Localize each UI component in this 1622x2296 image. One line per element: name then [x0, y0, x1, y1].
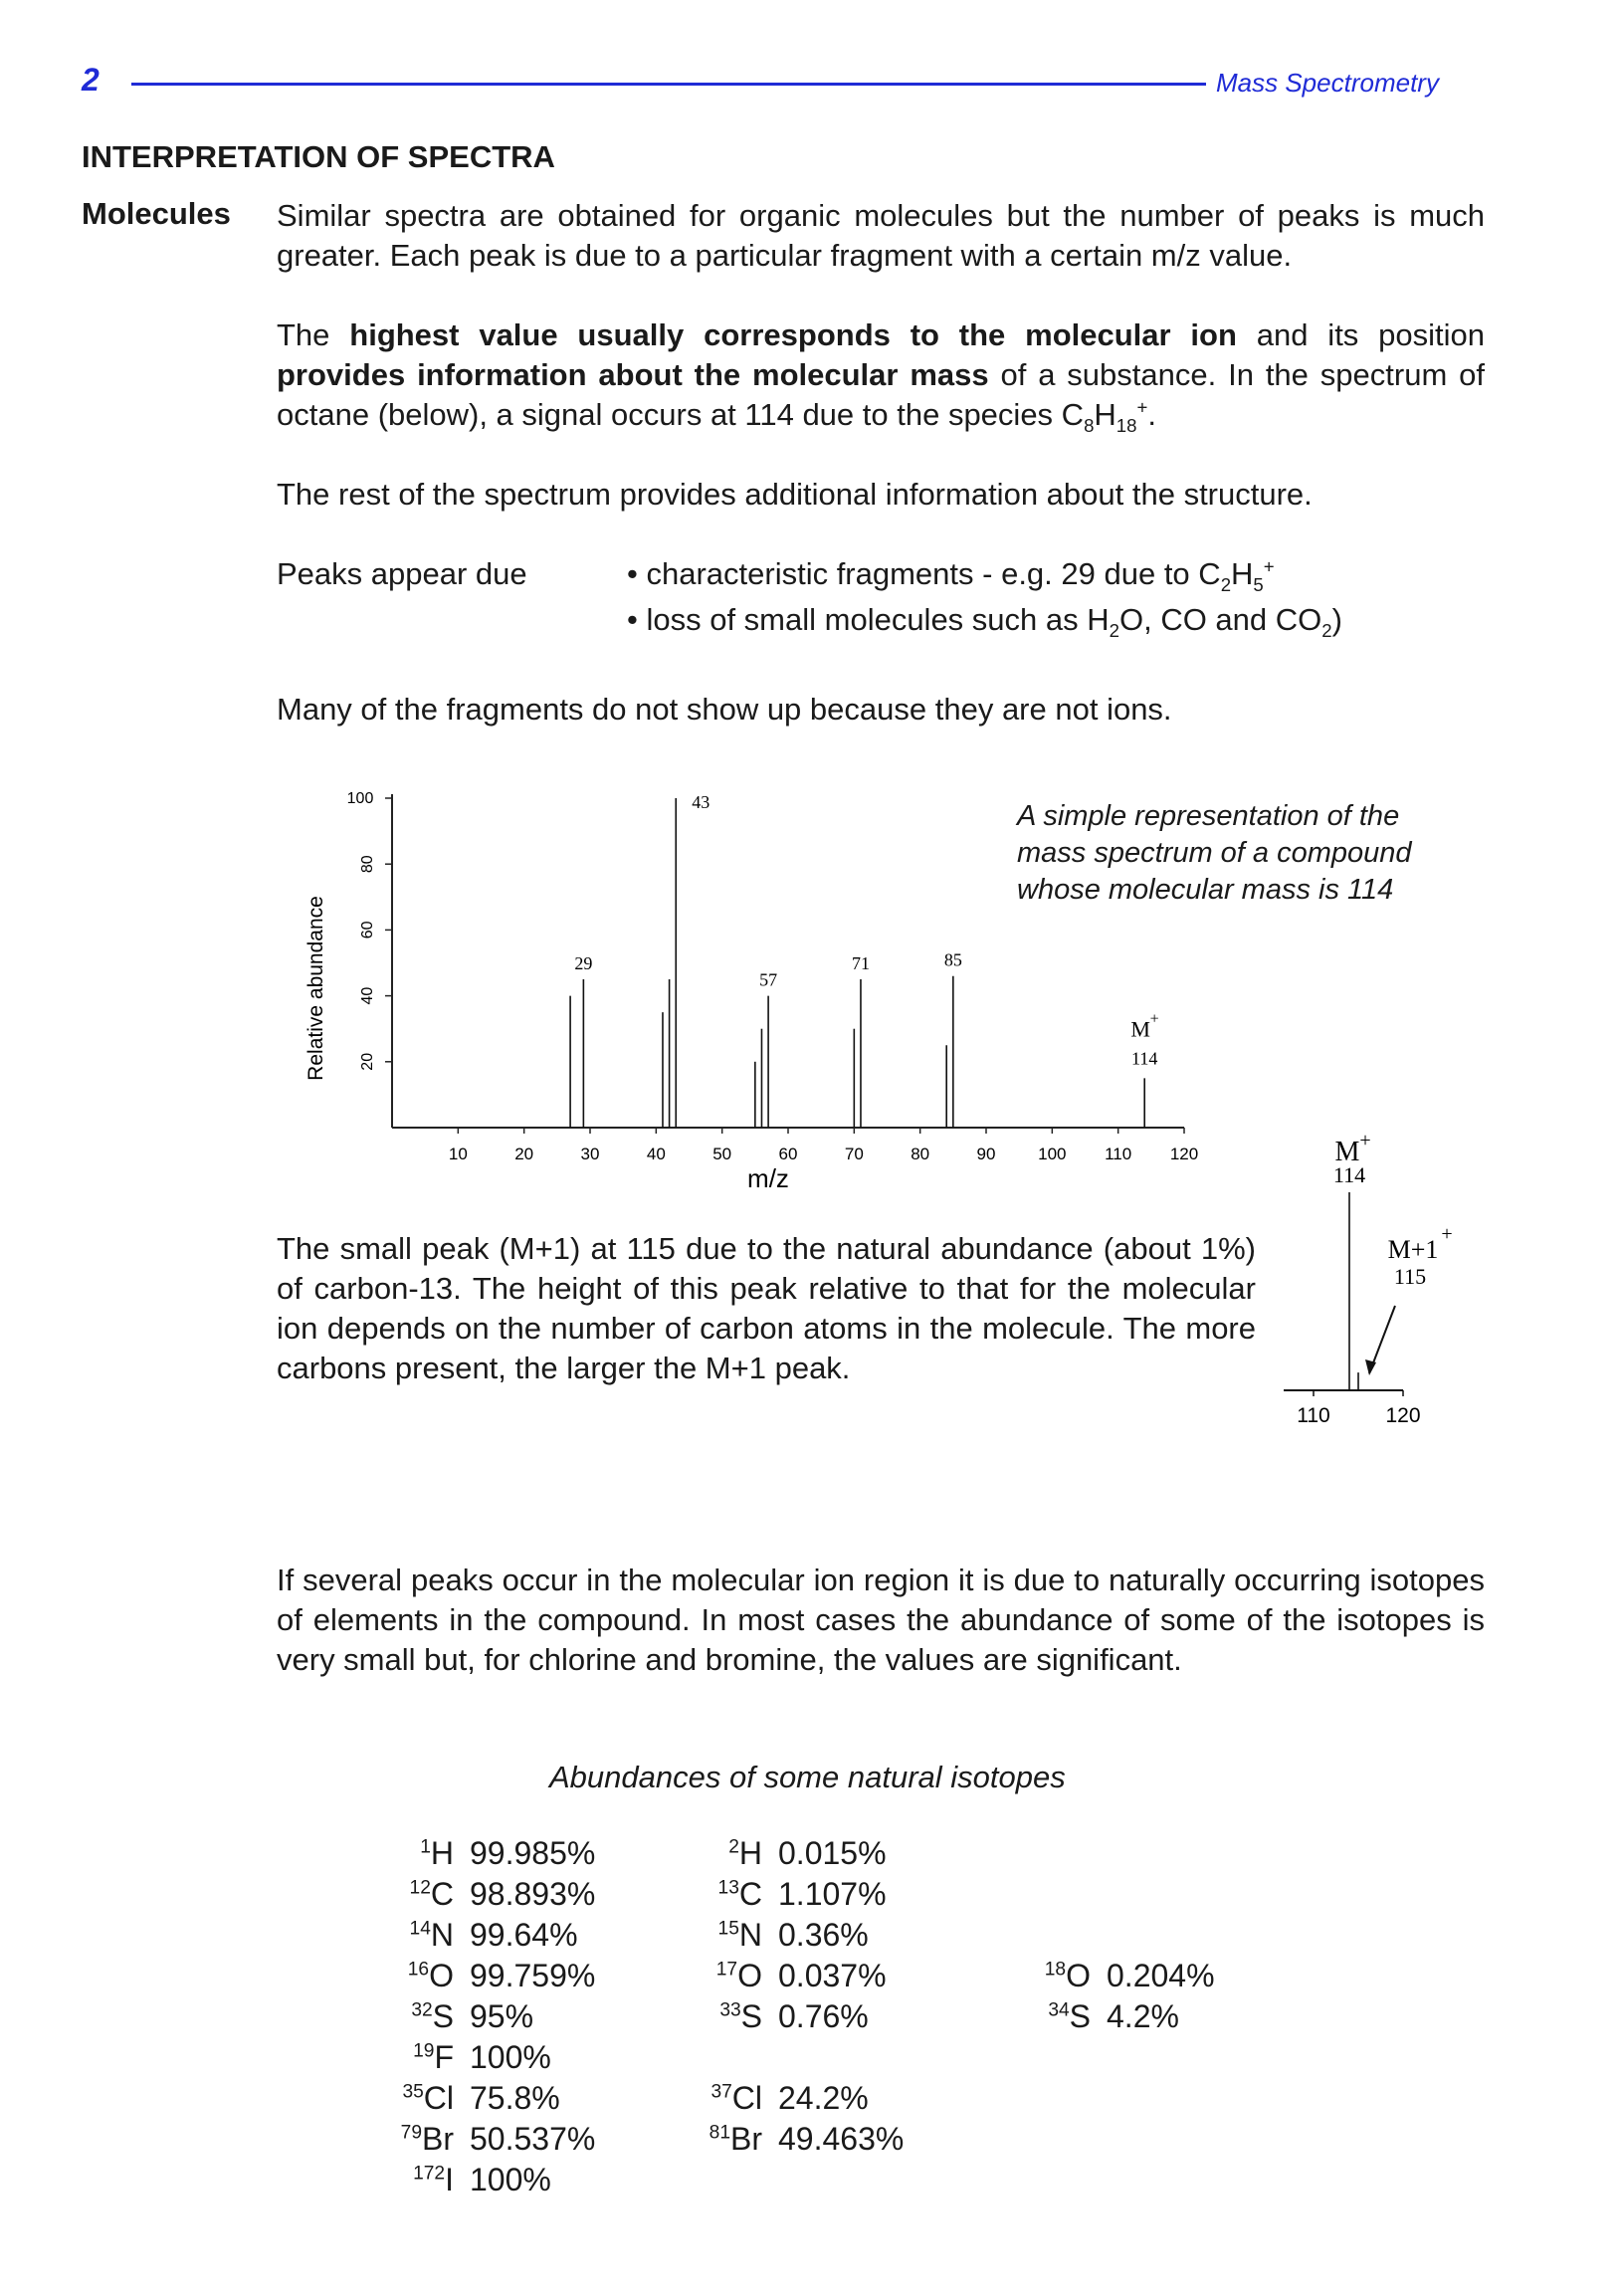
molecular-ion-charge: +: [1149, 1010, 1159, 1028]
isotope-symbol: [376, 1917, 454, 1954]
x-tick-label: 90: [976, 1145, 996, 1163]
x-tick-label: 60: [778, 1145, 798, 1163]
molecular-ion-mass: 114: [1131, 1048, 1158, 1069]
isotope-abundance: 0.015%: [778, 1835, 887, 1871]
isotope-mass-number: 35: [402, 2081, 424, 2103]
x-tick-label: 110: [1297, 1404, 1330, 1427]
isotope-abundance: 95%: [470, 1998, 534, 2034]
isotope-element: N: [738, 1917, 762, 1953]
x-tick-label: 10: [448, 1145, 468, 1163]
isotope-abundance: 98.893%: [470, 1876, 596, 1912]
isotope-element: Br: [422, 2121, 454, 2157]
isotope-abundance: 99.64%: [470, 1917, 578, 1953]
y-axis-label: Relative abundance: [304, 896, 327, 1081]
m-plus-1-mass: 115: [1393, 1264, 1427, 1289]
isotope-table-title: Abundances of some natural isotopes: [549, 1760, 1066, 1794]
isotope-element: S: [1069, 1998, 1091, 2034]
molecular-ion-zoom-chart: [1284, 1125, 1453, 1433]
isotope-element: O: [429, 1958, 454, 1993]
isotope-abundance: 0.204%: [1107, 1958, 1215, 1993]
x-tick-label: 70: [844, 1145, 864, 1163]
isotope-abundance: 99.985%: [470, 1835, 596, 1871]
isotope-symbol: [1013, 1958, 1091, 1994]
isotope-abundance: 49.463%: [778, 2121, 905, 2157]
m-plus-1-charge: +: [1441, 1223, 1453, 1245]
isotope-element: Cl: [731, 2080, 762, 2116]
isotope-element: F: [434, 2039, 454, 2075]
isotope-mass-number: 37: [710, 2081, 732, 2103]
x-tick-label: 20: [514, 1145, 534, 1163]
isotope-symbol: [685, 1998, 762, 2035]
isotope-element: S: [432, 1998, 454, 2034]
m-plus-1-label: M+1: [1387, 1235, 1439, 1264]
y-tick-label: 20: [359, 1052, 376, 1071]
isotope-element: O: [1066, 1958, 1091, 1993]
paragraph-3: The rest of the spectrum provides additional information about the structure.: [277, 477, 1313, 512]
isotope-element: H: [738, 1835, 762, 1871]
isotope-symbol: [685, 1958, 762, 1994]
x-axis-label: m/z: [747, 1163, 789, 1193]
peak-label: 71: [851, 953, 870, 974]
x-tick-label: 40: [646, 1145, 666, 1163]
paragraph-5: The small peak (M+1) at 115 due to the natural abundance (about 1%) of carbon-13. The height of this peak relative to that for the molecular ion depends on the number of carbon atoms in the molecule. The more carbons present, the larger the M+1 peak.: [277, 1231, 1256, 1385]
isotope-element: H: [430, 1835, 454, 1871]
isotope-mass-number: 13: [717, 1877, 739, 1899]
isotope-abundance: 100%: [470, 2039, 551, 2075]
paragraph-2: The highest value usually corresponds to the molecular ion and its position provides information about the molecular mass of a substance. In the spectrum of octane (below), a signal occurs at 114 due to the species $C_8H_{18}^+$.: [277, 317, 1485, 437]
peaks-label: Peaks appear due: [277, 556, 527, 591]
chart-caption: [1017, 798, 1412, 909]
isotope-symbol: [376, 1835, 454, 1872]
x-tick-label: 80: [911, 1145, 930, 1163]
isotope-element: C: [738, 1876, 762, 1912]
isotope-symbol: [685, 2080, 762, 2117]
isotope-element: S: [740, 1998, 762, 2034]
paragraph-6: If several peaks occur in the molecular ion region it is due to naturally occurring isotopes of elements in the compound. In most cases the abundance of some of the isotopes is very small but, for chlorine and bromine, the values are significant.: [277, 1563, 1485, 1677]
isotope-symbol: [376, 2039, 454, 2076]
peak-label: 85: [943, 949, 962, 970]
molecular-ion-label: M: [1130, 1016, 1150, 1042]
molecular-ion-mass: 114: [1332, 1162, 1366, 1187]
x-tick-label: 50: [712, 1145, 732, 1163]
isotope-abundance: 4.2%: [1107, 1998, 1179, 2034]
caption-line: whose molecular mass is 114: [1017, 874, 1394, 906]
isotope-mass-number: 32: [411, 1999, 433, 2021]
isotope-mass-number: 33: [719, 1999, 741, 2021]
section-heading: INTERPRETATION OF SPECTRA: [82, 139, 555, 174]
x-tick-label: 110: [1105, 1145, 1132, 1163]
isotope-abundance: 50.537%: [470, 2121, 596, 2157]
isotope-symbol: [685, 1835, 762, 1872]
x-tick-label: 120: [1169, 1145, 1199, 1163]
header-rule: [131, 83, 1206, 86]
isotope-mass-number: 1: [420, 1836, 431, 1858]
peak-label: 29: [574, 953, 593, 974]
isotope-symbol: [376, 2121, 454, 2158]
caption-line: mass spectrum of a compound: [1017, 837, 1412, 869]
isotope-mass-number: 19: [413, 2040, 435, 2062]
isotope-symbol: [376, 1958, 454, 1994]
isotope-abundance: 24.2%: [778, 2080, 869, 2116]
isotope-element: O: [737, 1958, 762, 1993]
isotope-abundance: 99.759%: [470, 1958, 596, 1993]
isotope-mass-number: 79: [400, 2122, 422, 2144]
x-tick-label: 120: [1385, 1404, 1421, 1427]
isotope-mass-number: 16: [407, 1959, 430, 1981]
peak-label: 57: [759, 969, 778, 990]
isotope-mass-number: 12: [409, 1877, 431, 1899]
y-tick-label: 40: [359, 986, 376, 1005]
y-tick-label: 60: [359, 921, 376, 939]
isotope-mass-number: 14: [409, 1918, 431, 1940]
isotope-symbol: [376, 2162, 454, 2198]
isotope-abundance: 75.8%: [470, 2080, 560, 2116]
molecular-ion-label: M: [1334, 1137, 1360, 1167]
peak-label: 43: [692, 792, 710, 812]
isotope-mass-number: 2: [728, 1836, 739, 1858]
isotope-symbol: [685, 1917, 762, 1954]
paragraph-1: Similar spectra are obtained for organic molecules but the number of peaks is much greater. Each peak is due to a particular fragment with a certain m/z value.: [277, 198, 1485, 273]
isotope-symbol: [376, 2080, 454, 2117]
isotope-abundance: 0.36%: [778, 1917, 869, 1953]
x-tick-label: 30: [580, 1145, 600, 1163]
isotope-abundance: 100%: [470, 2162, 551, 2197]
isotope-element: I: [445, 2162, 454, 2197]
isotope-table: [376, 1835, 1272, 2213]
isotope-abundance: 0.76%: [778, 1998, 869, 2034]
y-tick-label: 100: [346, 790, 374, 807]
section-label: Molecules: [82, 196, 231, 231]
isotope-mass-number: 15: [717, 1918, 739, 1940]
isotope-element: Br: [730, 2121, 762, 2157]
isotope-element: C: [430, 1876, 454, 1912]
isotope-element: N: [430, 1917, 454, 1953]
isotope-symbol: [1013, 1998, 1091, 2035]
isotope-symbol: [685, 2121, 762, 2158]
isotope-mass-number: 34: [1048, 1999, 1070, 2021]
isotope-element: Cl: [423, 2080, 454, 2116]
y-tick-label: 80: [359, 855, 376, 874]
isotope-mass-number: 18: [1044, 1959, 1067, 1981]
isotope-abundance: 1.107%: [778, 1876, 887, 1912]
caption-line: A simple representation of the: [1017, 800, 1400, 832]
bullet-small-molecules: • loss of small molecules such as $H_2O$, CO and $CO_2$): [627, 602, 1342, 642]
page-number: 2: [82, 62, 100, 98]
header-subject: Mass Spectrometry: [1216, 68, 1439, 98]
bullet-fragments: • characteristic fragments - e.g. 29 due to $C_2H_5^+$: [627, 555, 1275, 596]
x-tick-label: 100: [1038, 1145, 1067, 1163]
molecular-ion-charge: +: [1359, 1130, 1371, 1151]
isotope-mass-number: 17: [715, 1959, 738, 1981]
isotope-mass-number: 172: [413, 2163, 446, 2185]
isotope-symbol: [376, 1998, 454, 2035]
isotope-abundance: 0.037%: [778, 1958, 887, 1993]
isotope-symbol: [376, 1876, 454, 1913]
isotope-symbol: [685, 1876, 762, 1913]
isotope-mass-number: 81: [709, 2122, 730, 2144]
paragraph-4: Many of the fragments do not show up because they are not ions.: [277, 692, 1172, 727]
